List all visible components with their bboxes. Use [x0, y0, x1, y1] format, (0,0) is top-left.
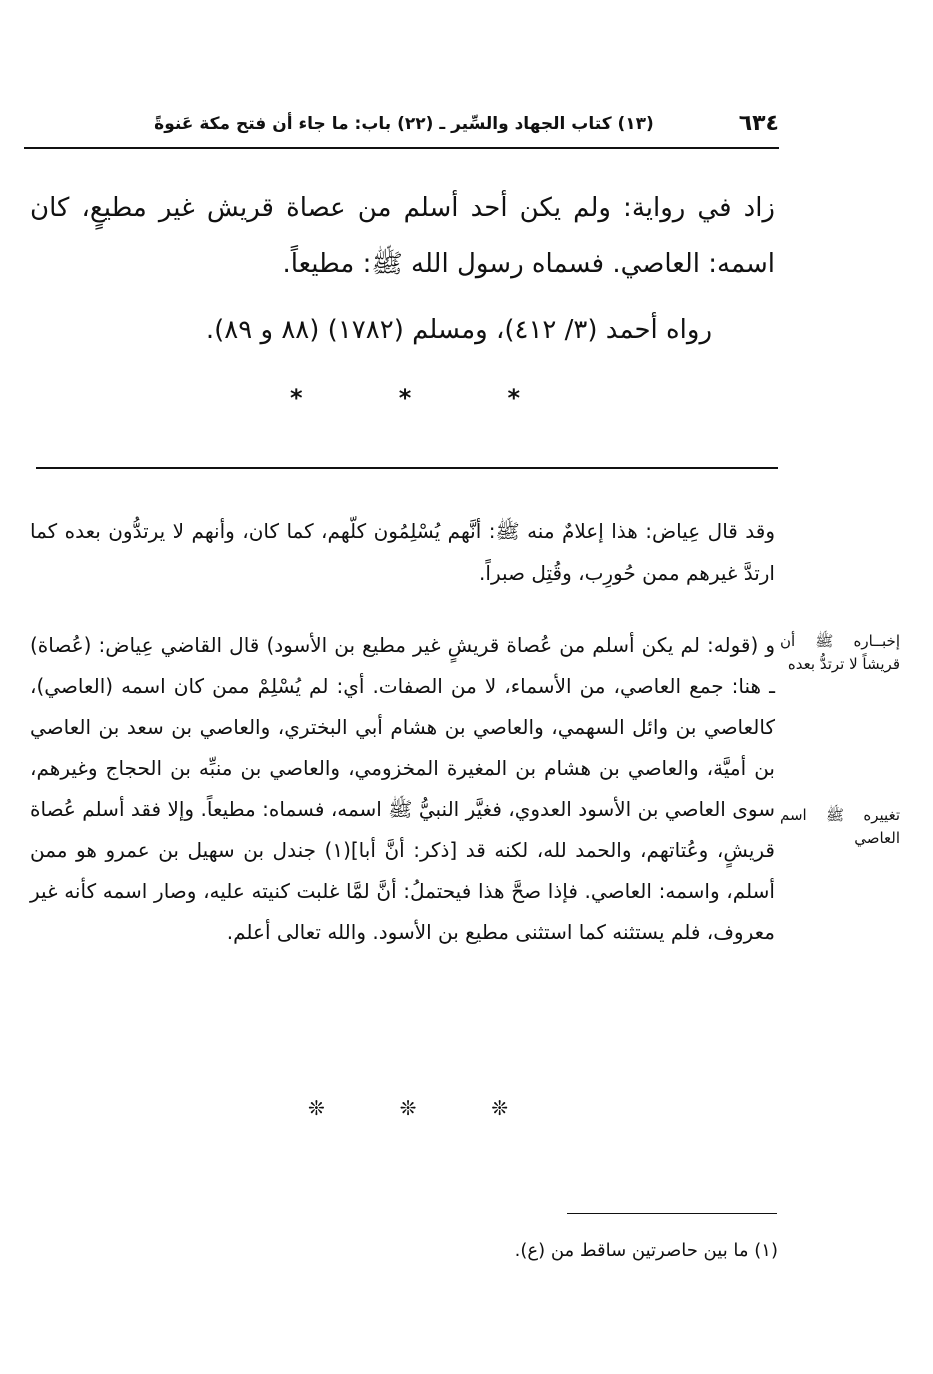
section-separator-bottom — [308, 1093, 508, 1123]
footnote: (١) ما بين حاصرتين ساقط من (ع). — [514, 1240, 778, 1261]
commentary-divider — [36, 467, 778, 469]
separator-star-icon: * — [507, 384, 520, 412]
separator-flower-icon: ❊ — [491, 1096, 508, 1120]
separator-star-icon: * — [290, 384, 303, 412]
separator-flower-icon: ❊ — [399, 1096, 417, 1120]
margin-note-prophecy: إخبــاره ﷺ أن قريشاً لا ترتدُّ بعده — [780, 632, 900, 673]
commentary-main — [30, 625, 775, 953]
commentary-paragraph-2: و (قوله: لم يكن أسلم من عُصاة قريشٍ غير مطيع بن الأسود) قال القاضي عِياض: (عُصاة) ـ هنا: جمع العاصي، من الأسماء، لا من الصفات. أي: لم يُسْلِمْ ممن كان اسمه (العاصي)، كالعاصي بن وائل السهمي، والعاصي بن هشام أبي البختري، والعاصي بن سعد بن العاصي بن أميَّة، والعاصي بن هشام بن المغيرة المخزومي، والعاصي بن منبِّه بن الحجاج وغيرهم، سوى العاصي بن الأسود العدوي، فغيَّر النبيُّ ﷺ اسمه، فسماه: مطيعاً. وإلا فقد أسلم عُصاة قريشٍ، وعُتاتهم، والحمد لله، لكنه قد [ذكر: أنَّ أبا](١) جندل بن سهيل بن عمرو هو ممن أسلم، واسمه: العاصي. فإذا صحَّ هذا فيحتملُ: أنَّ لمَّا غلبت كنيته عليه، وصار اسمه كأنه غير معروف، فلم يستثنه كما استثنى مطيع بن الأسود. والله تعالى أعلم. — [30, 633, 775, 944]
footnote-rule — [567, 1213, 777, 1214]
separator-star-icon: * — [398, 384, 412, 412]
page-number: ٦٣٤ — [738, 111, 779, 136]
running-header — [24, 110, 779, 142]
separator-flower-icon: ❊ — [308, 1096, 325, 1120]
section-separator-top — [290, 381, 520, 415]
header-rule — [24, 147, 779, 149]
commentary-intro — [30, 510, 775, 594]
commentary-paragraph-1: وقد قال عِياض: هذا إعلامٌ منه ﷺ: أنَّهم يُسْلِمُون كلّهم، كما كان، وأنهم لا يرتدُّون بعده كما ارتدَّ غيرهم ممن حُورِب، وقُتِل صبراً. — [30, 519, 775, 585]
chapter-title: (١٣) كتاب الجهاد والسِّير ـ (٢٢) باب: ما جاء أن فتح مكة عَنوةً — [154, 114, 654, 134]
hadith-paragraph: زاد في رواية: ولم يكن أحد أسلم من عصاة قريش غير مطيعٍ، كان اسمه: العاصي. فسماه رسول الله ﷺ: مطيعاً. — [30, 193, 775, 279]
hadith-text — [30, 180, 775, 292]
hadith-source-text: رواه أحمد (٣/ ٤١٢)، ومسلم (١٧٨٢) (٨٨ و ٨٩). — [205, 315, 712, 345]
margin-note-name-change: تغييره ﷺ اسم العاصي — [780, 806, 900, 847]
hadith-source — [30, 302, 712, 358]
